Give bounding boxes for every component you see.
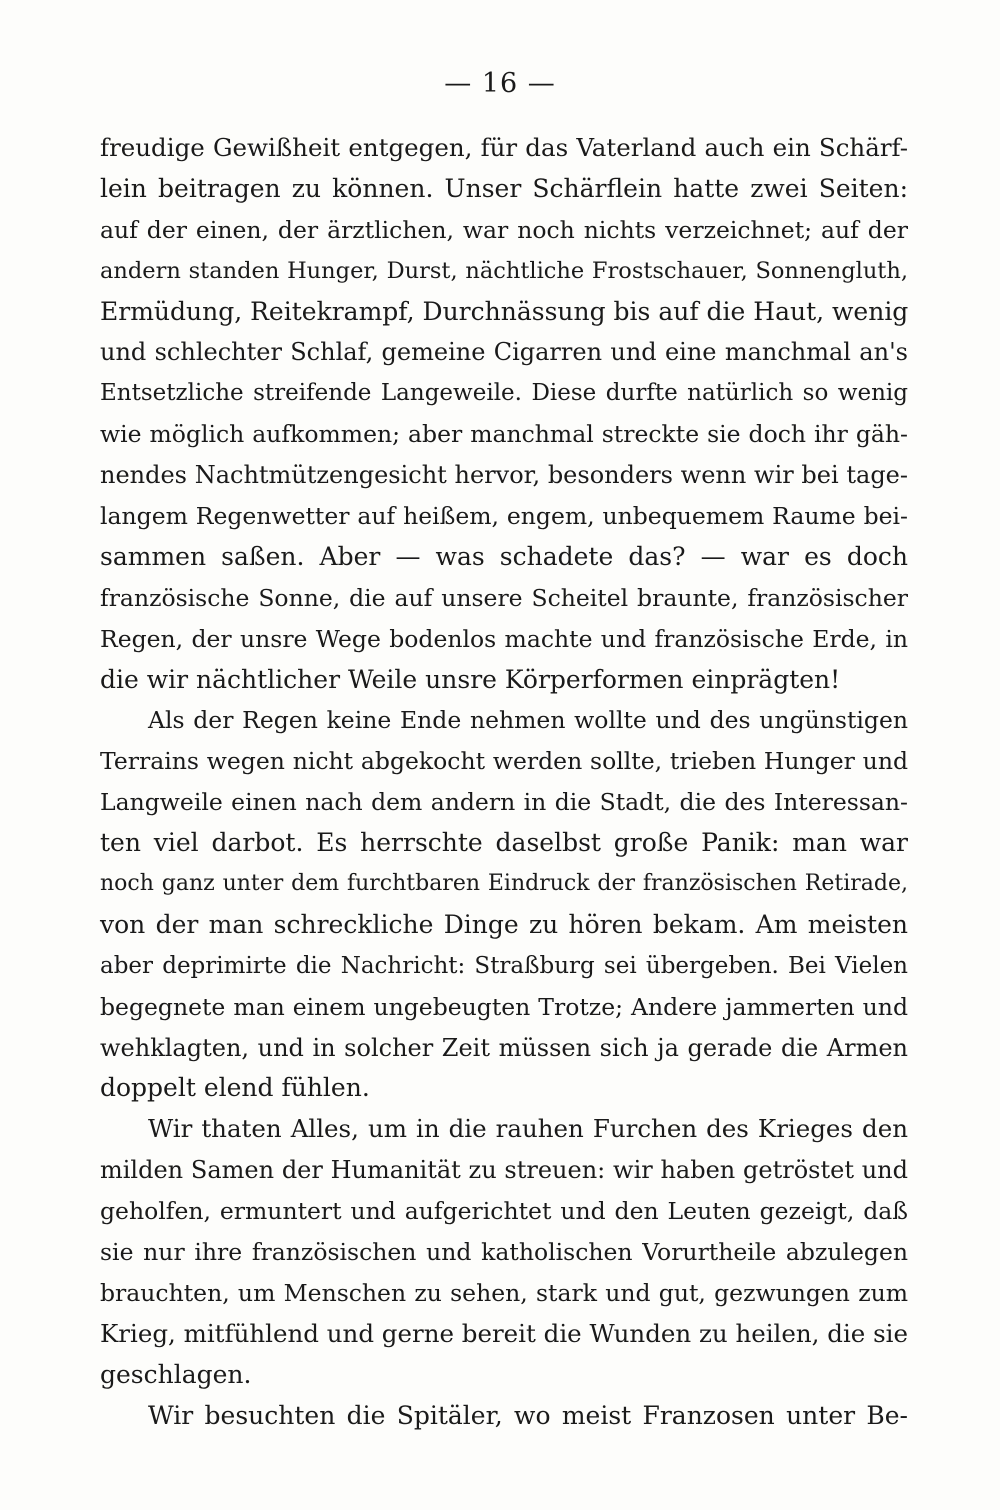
text-line: Wir thaten Alles, um in die rauhen Furchen des Krieges den — [148, 1114, 908, 1144]
text-line: französische Sonne, die auf unsere Scheitel braunte, französischer — [100, 583, 908, 612]
text-line: geholfen, ermuntert und aufgerichtet und den Leuten gezeigt, daß — [100, 1197, 908, 1226]
text-line: Entsetzliche streifende Langeweile. Diese durfte natürlich so wenig — [100, 380, 908, 407]
text-line: sie nur ihre französischen und katholischen Vorurtheile abzulegen — [100, 1238, 908, 1267]
text-line: und schlechter Schlaf, gemeine Cigarren und eine manchmal an's — [100, 338, 908, 367]
text-line: brauchten, um Menschen zu sehen, stark und gut, gezwungen zum — [100, 1278, 908, 1307]
text-line: andern standen Hunger, Durst, nächtliche Frostschauer, Sonnengluth, — [100, 257, 908, 284]
text-line: auf der einen, der ärztlichen, war noch nichts verzeichnet; auf der — [100, 215, 908, 244]
text-line: noch ganz unter dem furchtbaren Eindruck der französischen Retirade, — [100, 871, 908, 897]
text-line: wie möglich aufkommen; aber manchmal streckte sie doch ihr gäh- — [100, 420, 908, 449]
text-line: geschlagen. — [100, 1359, 252, 1389]
text-line: aber deprimirte die Nachricht: Straßburg sei übergeben. Bei Vielen — [100, 952, 908, 979]
text-line: Krieg, mitfühlend und gerne bereit die Wunden zu heilen, die sie — [100, 1318, 908, 1348]
text-line: nendes Nachtmützengesicht hervor, besonders wenn wir bei tage- — [100, 461, 908, 490]
text-line: ten viel darbot. Es herrschte daselbst große Panik: man war — [100, 828, 908, 858]
text-line: Regen, der unsre Wege bodenlos machte und französische Erde, in — [100, 624, 908, 653]
text-line: doppelt elend fühlen. — [100, 1073, 370, 1103]
text-line: Wir besuchten die Spitäler, wo meist Franzosen unter Be- — [148, 1400, 908, 1430]
body-text — [100, 128, 908, 1437]
text-line: milden Samen der Humanität zu streuen: wir haben getröstet und — [100, 1156, 908, 1185]
text-line: Als der Regen keine Ende nehmen wollte und des ungünstigen — [148, 706, 908, 735]
text-line: von der man schreckliche Dinge zu hören bekam. Am meisten — [100, 909, 908, 939]
text-line: begegnete man einem ungebeugten Trotze; Andere jammerten und — [100, 992, 908, 1021]
text-line: die wir nächtlicher Weile unsre Körperformen einprägten! — [100, 664, 841, 694]
text-line: Langweile einen nach dem andern in die Stadt, die des Interessan- — [100, 788, 908, 817]
text-line: lein beitragen zu können. Unser Schärflein hatte zwei Seiten: — [100, 173, 908, 203]
text-line: Terrains wegen nicht abgekocht werden sollte, trieben Hunger und — [100, 747, 908, 776]
page-number: — 16 — — [444, 68, 556, 99]
text-line: sammen saßen. Aber — was schadete das? — war es doch — [100, 541, 908, 571]
text-line: langem Regenwetter auf heißem, engem, unbequemem Raume bei- — [100, 502, 908, 531]
text-line: wehklagten, und in solcher Zeit müssen sich ja gerade die Armen — [100, 1033, 908, 1062]
text-line: Ermüdung, Reitekrampf, Durchnässung bis auf die Haut, wenig — [100, 296, 909, 326]
text-line: freudige Gewißheit entgegen, für das Vaterland auch ein Schärf- — [100, 133, 908, 162]
